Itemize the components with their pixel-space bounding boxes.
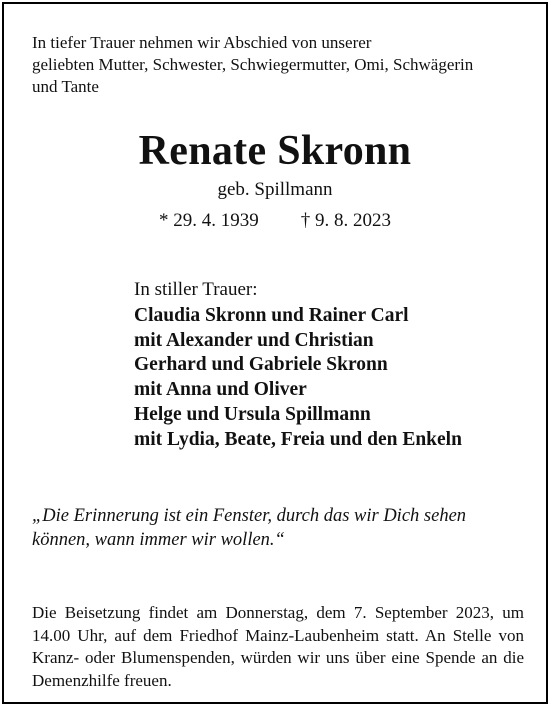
birth-date: * 29. 4. 1939 xyxy=(159,210,259,231)
memorial-quote xyxy=(32,504,532,552)
intro-line: In tiefer Trauer nehmen wir Abschied von unserer xyxy=(32,33,372,52)
life-dates xyxy=(4,209,546,233)
mourners-label: In stiller Trauer: xyxy=(134,279,258,300)
burial-info xyxy=(32,602,524,692)
mourner-line: Gerhard und Gabriele Skronn xyxy=(134,354,388,376)
mourner-line: mit Alexander und Christian xyxy=(134,329,374,351)
burial-text: Die Beisetzung findet am Donnerstag, dem 7. September 2023, um 14.00 Uhr, auf dem Friedhof Mainz-Laubenheim statt. An Stelle von Kranz- oder Blumenspenden, würden wir uns über eine Spende an die Demenzhilfe freuen. xyxy=(32,603,524,690)
mourner-line: Helge und Ursula Spillmann xyxy=(134,403,371,425)
maiden-name: geb. Spillmann xyxy=(217,179,333,200)
mourners-block xyxy=(134,278,534,452)
mourner-list xyxy=(134,304,534,452)
death-date: † 9. 8. 2023 xyxy=(300,210,391,231)
deceased-name: Renate Skronn xyxy=(138,128,412,174)
quote-line: „Die Erinnerung ist ein Fenster, durch das wir Dich sehen xyxy=(32,506,467,526)
mourner-line: mit Anna und Oliver xyxy=(134,379,307,401)
obituary-notice xyxy=(2,2,548,704)
mourner-line: mit Lydia, Beate, Freia und den Enkeln xyxy=(134,428,462,450)
intro-line: und Tante xyxy=(32,77,99,96)
quote-line: können, wann immer wir wollen.“ xyxy=(32,530,285,550)
mourner-line: Claudia Skronn und Rainer Carl xyxy=(134,305,409,326)
intro-text xyxy=(32,32,532,98)
intro-line: geliebten Mutter, Schwester, Schwiegermutter, Omi, Schwägerin xyxy=(32,55,474,74)
